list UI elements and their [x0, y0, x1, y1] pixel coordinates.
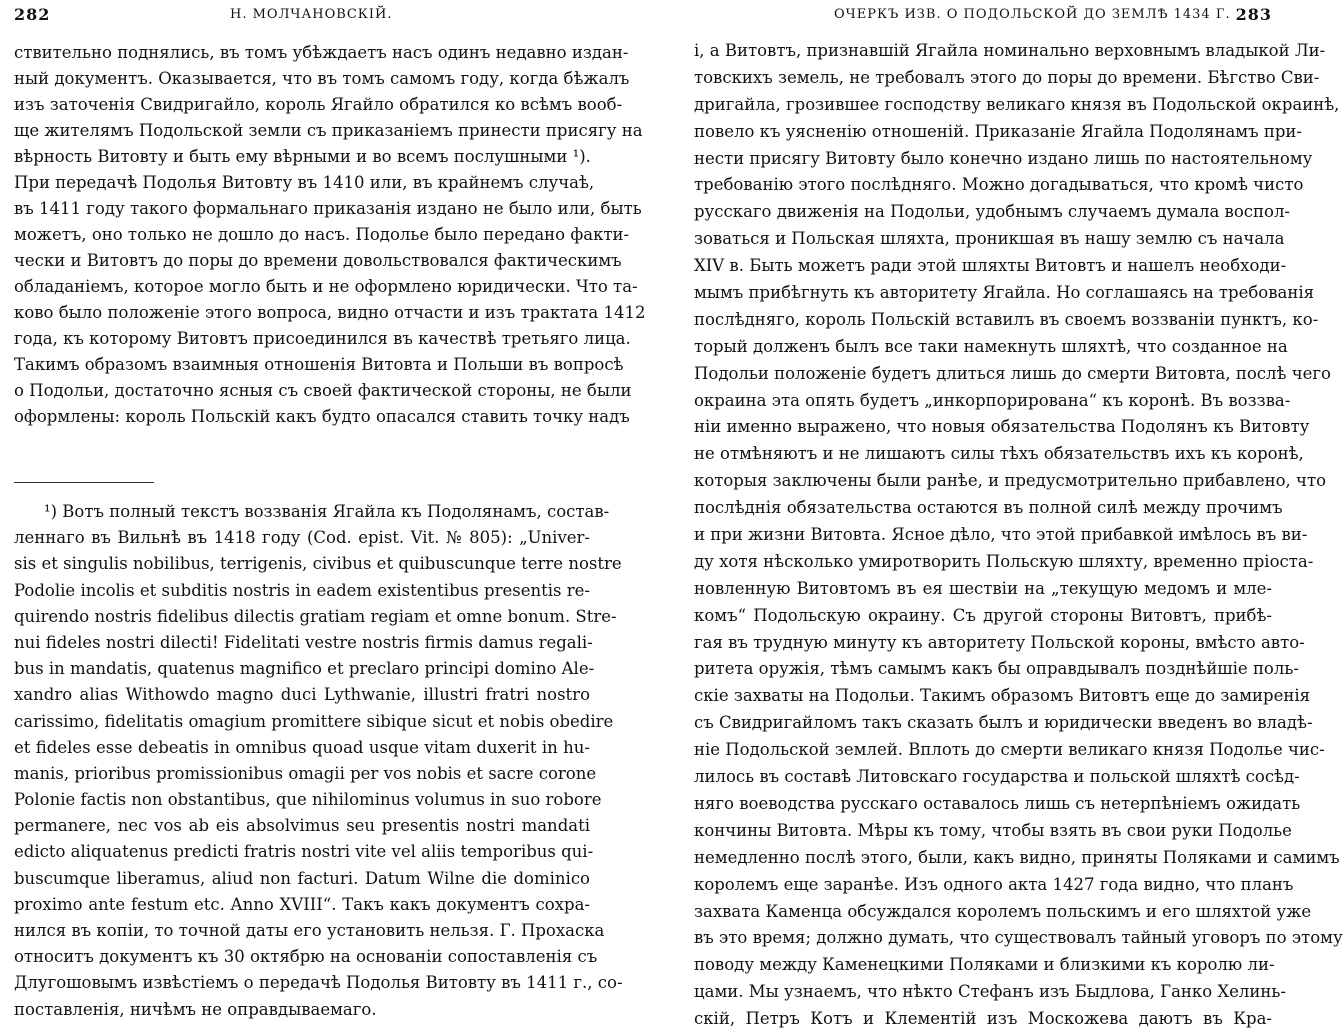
text-line: поставленія, ничѣмъ не оправдываемаго.: [14, 999, 377, 1019]
right-running-title: ОЧЕРКЪ ИЗВ. О ПОДОЛЬСКОЙ ДО ЗЕМЛѢ 1434 Г.: [834, 7, 1231, 22]
text-line: леннаго въ Вильнѣ въ 1418 году (Cod. epist. Vit. № 805): „Univer-: [14, 528, 590, 548]
right-running-head: [694, 0, 1272, 30]
text-line: кончины Витовта. Мѣры къ тому, чтобы взять въ свои руки Подолье: [694, 820, 1292, 840]
text-line: Длугошовымъ извѣстіемъ о передачѣ Подолья Витовту въ 1411 г., со-: [14, 973, 623, 993]
text-line: дригайла, грозившее господству великаго князя въ Подольской окраинѣ,: [694, 94, 1340, 114]
text-line: новленную Витовтомъ въ ея шествіи на „текущую медомъ и мле-: [694, 578, 1272, 598]
text-line: bus in mandatis, quatenus magnifico et preclaro principi domino Ale-: [14, 659, 595, 679]
text-line: edicto aliquatenus predicti fratris nostri vite vel aliis temporibus qui-: [14, 842, 594, 862]
text-line: nui fideles nostri dilecti! Fidelitati vestre nostris firmis damus regali-: [14, 632, 593, 652]
text-line: et fideles esse debeatis in omnibus quoad usque vitam duxerit in hu-: [14, 737, 590, 757]
text-line: и при жизни Витовта. Ясное дѣло, что этой прибавкой имѣлось въ ви-: [694, 525, 1308, 545]
text-line: товскихъ земель, не требовалъ этого до поры до времени. Бѣгство Сви-: [694, 67, 1320, 87]
text-line: поводу между Каменецкими Поляками и близкими къ королю ли-: [694, 955, 1275, 975]
text-line: обладаніемъ, которое могло быть и не оформлено юридически. Что та-: [14, 277, 638, 296]
text-line: захвата Каменца обсуждался королемъ польскимъ и его шляхтой уже: [694, 901, 1312, 921]
text-line: Подольи положеніе будетъ длиться лишь до смерти Витовта, послѣ чего: [694, 363, 1331, 383]
text-line: немедленно послѣ этого, были, какъ видно, приняты Поляками и самимъ: [694, 847, 1340, 867]
text-line: можетъ, оно только не дошло до насъ. Подолье было передано факти-: [14, 225, 630, 244]
text-line: proximo ante festum etc. Anno XVIII“. Такъ какъ документъ сохра-: [14, 894, 590, 914]
text-line: XIV в. Быть можетъ ради этой шляхты Витовтъ и нашелъ необходи-: [694, 256, 1287, 276]
footnote-divider: [14, 482, 154, 483]
text-line: carissimo, fidelitatis omagium promittere sibique sicut et nobis obedire: [14, 711, 614, 731]
text-line: няго воеводства русскаго оставалось лишь съ нетерпѣніемъ ожидать: [694, 793, 1301, 813]
text-line: изъ заточенія Свидригайло, король Ягайло обратился ко всѣмъ вооб-: [14, 95, 623, 114]
text-line: ный документъ. Оказывается, что въ томъ самомъ году, когда бѣжалъ: [14, 69, 630, 88]
text-line: xandro alias Withowdo magno duci Lythwanie, illustri fratri nostro: [14, 685, 590, 705]
text-line: послѣдняго, король Польскій вставилъ въ своемъ воззваніи пунктъ, ко-: [694, 309, 1319, 329]
text-line: цами. Мы узнаемъ, что нѣкто Стефанъ изъ Быдлова, Ганко Хелинь-: [694, 982, 1286, 1002]
text-line: ритета оружія, тѣмъ самымъ какъ бы оправдывалъ позднѣйшіе поль-: [694, 659, 1299, 679]
footnote: [14, 499, 623, 1023]
text-line: мымъ прибѣгнуть къ авторитету Ягайла. Но соглашаясь на требованія: [694, 283, 1315, 303]
text-line: съ Свидригайломъ такъ сказать былъ и юридически введенъ во владѣ-: [694, 713, 1313, 733]
text-line: ду хотя нѣсколько умиротворить Польскую шляхту, временно пріоста-: [694, 551, 1314, 571]
text-line: ще жителямъ Подольской земли съ приказаніемъ принести присягу на: [14, 121, 643, 140]
text-line: оформлены: король Польскій какъ будто опасался ставить точку надъ: [14, 407, 630, 426]
text-line: въ это время; должно думать, что существовалъ тайный уговоръ по этому: [694, 928, 1343, 948]
text-line: скіе захваты на Подольи. Такимъ образомъ Витовтъ еще до замиренія: [694, 686, 1311, 706]
text-line: ¹) Вотъ полный текстъ воззванія Ягайла къ Подолянамъ, состав-: [44, 502, 610, 521]
text-line: въ 1411 году такого формальнаго приказанія издано не было или, быть: [14, 199, 642, 218]
text-line: торый долженъ былъ все таки намекнуть шляхтѣ, что созданное на: [694, 336, 1288, 356]
text-line: ствительно поднялись, въ томъ убѣждаетъ насъ одинъ недавно издан-: [14, 43, 629, 62]
text-line: комъ“ Подольскую окраину. Съ другой стороны Витовтъ, прибѣ-: [694, 605, 1272, 625]
text-line: скій, Петръ Котъ и Клементій изъ Москожева даютъ въ Кра-: [694, 1009, 1272, 1029]
right-page-number: 283: [1235, 5, 1272, 24]
text-line: ніи именно выражено, что новыя обязательства Подолянъ къ Витовту: [694, 417, 1310, 437]
left-page-number: 282: [14, 5, 51, 24]
text-line: королемъ еще заранѣе. Изъ одного акта 1427 года видно, что планъ: [694, 874, 1294, 894]
text-line: которыя заключены были ранѣе, и предусмотрительно прибавлено, что: [694, 471, 1327, 491]
text-line: quirendo nostris fidelibus dilectis gratiam regiam et omne bonum. Stre-: [14, 606, 617, 626]
text-line: послѣднія обязательства остаются въ полной силѣ между прочимъ: [694, 498, 1283, 518]
text-line: окраина эта опять будетъ „инкорпорирована“ къ коронѣ. Въ воззва-: [694, 390, 1291, 410]
left-body-text: [14, 40, 646, 430]
text-line: Podolie incolis et subditis nostris in eadem existentibus presentis re-: [14, 580, 590, 600]
right-body-text: [694, 38, 1343, 1033]
text-line: і, а Витовтъ, признавшій Ягайла номинально верховнымъ владыкой Ли-: [694, 41, 1326, 60]
text-line: вѣрность Витовту и быть ему вѣрными и во всемъ послушными ¹).: [14, 147, 591, 166]
text-line: sis et singulis nobilibus, terrigenis, civibus et quibuscunque terre nostre: [14, 554, 622, 574]
text-line: относитъ документъ къ 30 октябрю на основаніи сопоставленія съ: [14, 947, 598, 967]
text-line: повело къ уясненію отношеній. Приказаніе Ягайла Подолянамъ при-: [694, 121, 1303, 141]
text-line: buscumque liberamus, aliud non facturi. Datum Wilne die dominico: [14, 868, 590, 888]
left-page: [0, 0, 646, 1019]
text-line: ніе Подольской землей. Вплоть до смерти великаго князя Подолье чис-: [694, 740, 1325, 760]
text-line: нести присягу Витовту было конечно издано лишь по настоятельному: [694, 148, 1313, 168]
text-line: При передачѣ Подолья Витовту въ 1410 или, въ крайнемъ случаѣ,: [14, 173, 595, 192]
text-line: permanere, nec vos ab eis absolvimus seu presentis nostri mandati: [14, 816, 590, 836]
text-line: гая въ трудную минуту къ авторитету Польской короны, вмѣсто авто-: [694, 632, 1305, 652]
text-line: зоваться и Польская шляхта, проникшая въ нашу землю съ начала: [694, 229, 1285, 249]
text-line: требованію этого послѣдняго. Можно догадываться, что кромѣ чисто: [694, 175, 1304, 195]
left-running-head: [14, 0, 590, 30]
text-line: Такимъ образомъ взаимныя отношенія Витовта и Польши въ вопросѣ: [14, 355, 624, 374]
text-line: о Подольи, достаточно ясныя съ своей фактической стороны, не были: [14, 381, 632, 400]
text-line: года, къ которому Витовтъ присоединился въ качествѣ третьяго лица.: [14, 329, 631, 348]
text-line: manis, prioribus promissionibus omagii per vos nobis et sacre corone: [14, 763, 597, 783]
text-line: не отмѣняютъ и не лишаютъ силы тѣхъ обязательствъ ихъ къ коронѣ,: [694, 444, 1304, 464]
right-page: [668, 0, 1343, 1029]
text-line: Polonie factis non obstantibus, que nihilominus volumus in suo robore: [14, 790, 602, 810]
text-line: нился въ копіи, то точной даты его установить нельзя. Г. Прохаска: [14, 921, 605, 940]
left-running-title: Н. МОЛЧАНОВСКІЙ.: [230, 7, 393, 22]
text-line: чески и Витовтъ до поры до времени довольствовался фактическимъ: [14, 251, 622, 270]
text-line: русскаго движенія на Подольи, удобнымъ случаемъ думала воспол-: [694, 202, 1291, 222]
text-line: ково было положеніе этого вопроса, видно отчасти и изъ трактата 1412: [14, 303, 646, 322]
text-line: лилось въ составѣ Литовскаго государства и польской шляхтѣ сосѣд-: [694, 767, 1300, 787]
